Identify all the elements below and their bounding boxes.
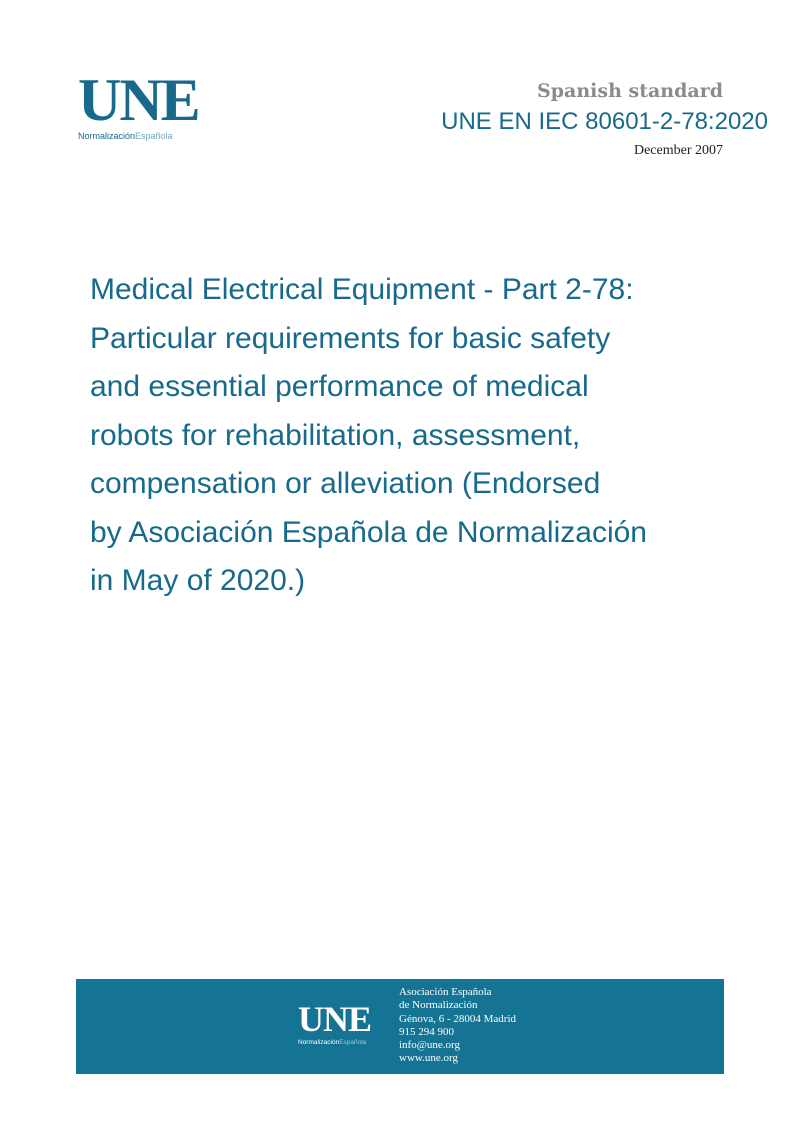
standard-kicker: Spanish standard: [537, 80, 723, 102]
standard-date: December 2007: [633, 143, 723, 158]
footer-address: [399, 986, 516, 1066]
standard-meta: [441, 78, 768, 162]
footer-logo-subtitle-accent: Española: [339, 1039, 367, 1046]
address-website: www.une.org: [399, 1052, 458, 1065]
title-line: Medical Electrical Equipment - Part 2-78:: [90, 273, 634, 306]
standard-code: UNE EN IEC 80601-2-78:2020: [441, 108, 768, 135]
title-line: in May of 2020.): [90, 564, 306, 597]
address-org: Asociación Española: [399, 986, 492, 998]
footer-logo-mark: UNE: [298, 999, 372, 1039]
title-line: Particular requirements for basic safety: [90, 321, 611, 355]
logo-subtitle-accent: Española: [135, 131, 173, 141]
address-org-cont: de Normalización: [399, 999, 478, 1012]
document-title: [90, 266, 730, 606]
footer-band: [76, 979, 724, 1074]
footer-logo-subtitle-main: Normalización: [298, 1039, 340, 1046]
title-line: by Asociación Española de Normalización: [90, 515, 647, 549]
title-line: and essential performance of medical: [90, 370, 589, 403]
address-street: Génova, 6 - 28004 Madrid: [399, 1012, 517, 1025]
address-email: info@une.org: [399, 1039, 460, 1052]
title-line: robots for rehabilitation, assessment,: [90, 418, 581, 452]
address-phone: 915 294 900: [399, 1025, 454, 1038]
une-logo: [78, 67, 208, 142]
footer-logo-subtitle: [298, 1038, 388, 1047]
title-line: compensation or alleviation (Endorsed: [90, 467, 601, 500]
logo-mark: UNE: [78, 67, 199, 133]
logo-subtitle-main: Normalización: [78, 131, 136, 141]
footer-logo: [298, 999, 388, 1047]
